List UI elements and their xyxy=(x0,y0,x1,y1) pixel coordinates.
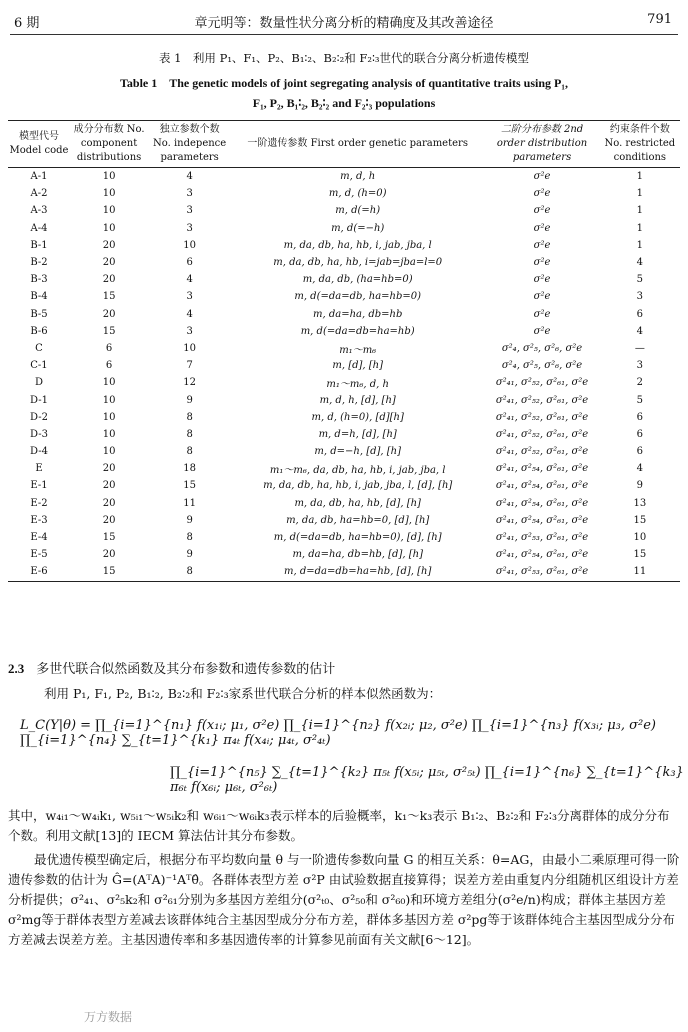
second-order-params-cell: σ²₄₁, σ²₅₄, σ²₆₁, σ²e xyxy=(495,463,589,475)
first-order-params-cell: m, d=da=db=ha=hb, [d], [h] xyxy=(231,563,484,581)
model-code-cell: E-3 xyxy=(30,514,48,526)
table-caption-en-2: F₁, P₂, B₁∶₂, B₂∶₂ and F₂∶₃ populations xyxy=(252,96,436,110)
first-order-params-cell: m₁～m₆, d, h xyxy=(326,379,389,391)
table-row xyxy=(8,443,680,460)
component-count-cell: 20 xyxy=(102,308,116,320)
table-row xyxy=(8,220,680,237)
second-order-params-cell: σ²₄₁, σ²₅₂, σ²₆₁, σ²e xyxy=(495,411,589,423)
first-order-params-cell: m, da, db, (ha=hb=0) xyxy=(302,274,413,286)
component-count-cell: 20 xyxy=(102,480,116,492)
first-order-params-cell: m, da, db, ha, hb, i=jab=jba=l=0 xyxy=(273,257,443,269)
restricted-conditions-cell: 3 xyxy=(636,360,644,372)
paragraph-posterior: 其中，w₄ᵢ₁～w₄ᵢk₁, w₅ᵢ₁～w₅ᵢk₂和 w₆ᵢ₁～w₆ᵢk₃表示样本的后验概率，k₁～k₃表示 B₁∶₂、B₂∶₂和 F₂∶₃分离群体的成分分布个数。利用文献[13]的 IECM 算法估计其分布参数。 xyxy=(8,808,670,843)
table-row xyxy=(8,546,680,563)
table-row xyxy=(8,185,680,202)
table-row xyxy=(8,563,680,581)
component-count-cell: 20 xyxy=(102,274,116,286)
first-order-params-cell: m, da, db, ha=hb=0, [d], [h] xyxy=(286,514,430,526)
restricted-conditions-cell: 1 xyxy=(636,222,644,234)
restricted-conditions-cell: 1 xyxy=(636,239,644,251)
restricted-conditions-cell: 11 xyxy=(600,563,680,581)
second-order-params-cell: σ²e xyxy=(533,222,551,234)
table-row xyxy=(8,529,680,546)
likelihood-formula-line-1: L_C(Y|θ) = ∏_{i=1}^{n₁} f(x₁ᵢ; μ₁, σ²e) ∏_{i=1}^{n₂} f(x₂ᵢ; μ₂, σ²e) ∏_{i=1}^{n₃} f(x₃ᵢ; μ₃, σ²e) ∏_{i=1}^{n₄} ∑_{t=1}^{k₁} π₄ₜ f(x₄ᵢ; μ₄ₜ, σ²₄ₜ) xyxy=(20,718,657,748)
component-count-cell: 10 xyxy=(102,377,116,389)
param-count-cell: 11 xyxy=(183,497,196,509)
model-code-cell: A-2 xyxy=(30,188,48,200)
paragraph-estimation: 最优遗传模型确定后，根据分布平均数向量 θ 与一阶遗传参数向量 G 的相互关系：θ=AG，由最小二乘原理可得一阶遗传参数的估计为 Ĝ=(AᵀA)⁻¹Aᵀθ̂。各群体表型方差 σ²P 由试验数据直接算得；误差方差由重复内分组随机区组设计方差分析提供；σ²₄₁、σ²₅k₂和 σ²₆₁分别为多基因方差组分(σ²ₜ₀、σ²₅₀和 σ²₆₀)和环境方差组分(σ²e/n)构成；群体主基因方差 σ²mg等于群体表型方差减去该群体纯合主基因型成分分布方差，群体多基因方差 σ²pg等于该群体纯合主基因型成分分布方差减去误差方差。主基因遗传率和多基因遗传率的计算参见前面有关文献[6～12]。 xyxy=(8,852,680,947)
first-order-params-cell: m, d(=da=db, ha=hb=0) xyxy=(294,291,422,303)
param-count-cell: 3 xyxy=(186,222,193,234)
table-caption-cn: 表 1 利用 P₁、F₁、P₂、B₁∶₂、B₂∶₂和 F₂∶₃世代的联合分离分析遗传模型 xyxy=(158,51,530,65)
section-number: 2.3 xyxy=(8,661,25,676)
second-order-params-cell: σ²e xyxy=(533,205,551,217)
section-heading xyxy=(8,658,335,677)
restricted-conditions-cell: 6 xyxy=(636,446,644,458)
first-order-params-cell: m, d(=da=db=ha=hb) xyxy=(300,325,415,337)
page-header xyxy=(0,0,688,40)
restricted-conditions-cell: 5 xyxy=(636,274,644,286)
model-code-cell: B-2 xyxy=(30,257,48,269)
restricted-conditions-cell: 1 xyxy=(636,171,644,183)
page-number: 791 xyxy=(647,12,672,27)
model-code-cell: E-2 xyxy=(30,497,48,509)
likelihood-formula-line-2: ∏_{i=1}^{n₅} ∑_{t=1}^{k₂} π₅ₜ f(x₅ᵢ; μ₅ₜ, σ²₅ₜ) ∏_{i=1}^{n₆} ∑_{t=1}^{k₃} π₆ₜ f(x₆ᵢ; μ₆ₜ, σ²₆ₜ) xyxy=(170,765,684,795)
component-count-cell: 15 xyxy=(102,325,116,337)
second-order-params-cell: σ²₄₁, σ²₅₃, σ²₆₁, σ²e xyxy=(495,532,589,544)
model-code-cell: C-1 xyxy=(30,360,48,372)
param-count-cell: 3 xyxy=(186,205,193,217)
table-row xyxy=(8,495,680,512)
col-header-parameters: 独立参数个数 No. indepence parameters xyxy=(148,121,231,168)
col-header-first-order: 一阶遗传参数 First order genetic parameters xyxy=(231,121,484,168)
col-header-distributions: 成分分布数 No. component distributions xyxy=(70,121,148,168)
col-header-conditions: 约束条件个数 No. restricted conditions xyxy=(600,121,680,168)
first-order-params-cell: m₁～m₆ xyxy=(339,344,377,356)
model-code-cell: E-1 xyxy=(30,480,48,492)
param-count-cell: 3 xyxy=(186,291,193,303)
model-code-cell: E-5 xyxy=(30,549,48,561)
param-count-cell: 15 xyxy=(183,480,196,492)
second-order-params-cell: σ²₄₁, σ²₅₄, σ²₆₁, σ²e xyxy=(495,497,589,509)
param-count-cell: 18 xyxy=(183,463,196,475)
param-count-cell: 9 xyxy=(186,514,193,526)
param-count-cell: 9 xyxy=(186,549,193,561)
model-code-cell: C xyxy=(35,342,43,354)
first-order-params-cell: m, d, (h=0) xyxy=(328,188,387,200)
component-count-cell: 10 xyxy=(102,394,116,406)
table-row xyxy=(8,374,680,391)
table-row xyxy=(8,306,680,323)
model-code-cell: D-2 xyxy=(30,411,48,423)
second-order-params-cell: σ²e xyxy=(533,257,551,269)
second-order-params-cell: σ²e xyxy=(533,239,551,251)
second-order-params-cell: σ²₄₁, σ²₅₂, σ²₆₁, σ²e xyxy=(495,428,589,440)
second-order-params-cell: σ²₄₁, σ²₅₂, σ²₆₁, σ²e xyxy=(495,446,589,458)
paragraph-likelihood-intro: 利用 P₁, F₁, P₂, B₁∶₂, B₂∶₂和 F₂∶₃家系世代联合分析的样本似然函数为： xyxy=(44,686,442,701)
model-code-cell: E xyxy=(35,463,43,475)
table-row xyxy=(8,460,680,477)
model-code-cell: B-1 xyxy=(30,239,48,251)
first-order-params-cell: m₁～m₆, da, db, ha, hb, i, jab, jba, l xyxy=(269,465,446,477)
param-count-cell: 9 xyxy=(186,394,193,406)
component-count-cell: 20 xyxy=(102,257,116,269)
component-count-cell: 10 xyxy=(102,428,116,440)
restricted-conditions-cell: 4 xyxy=(636,325,644,337)
first-order-params-cell: m, da=ha, db=hb, [d], [h] xyxy=(292,549,423,561)
param-count-cell: 8 xyxy=(186,428,193,440)
second-order-params-cell: σ²₄₁, σ²₅₄, σ²₆₁, σ²e xyxy=(495,480,589,492)
restricted-conditions-cell: 1 xyxy=(636,205,644,217)
param-count-cell: 7 xyxy=(186,360,193,372)
restricted-conditions-cell: — xyxy=(634,342,645,354)
restricted-conditions-cell: 2 xyxy=(636,377,644,389)
first-order-params-cell: m, d, h xyxy=(340,171,376,183)
param-count-cell: 8 xyxy=(186,446,193,458)
table-row xyxy=(8,271,680,288)
table-caption-en-1: Table 1 The genetic models of joint segregating analysis of quantitative traits using P₁, xyxy=(120,76,568,90)
model-code-cell: A-4 xyxy=(30,222,48,234)
component-count-cell: 10 xyxy=(102,171,116,183)
second-order-params-cell: σ²e xyxy=(533,171,551,183)
second-order-params-cell: σ²₄₁, σ²₅₄, σ²₆₁, σ²e xyxy=(495,549,589,561)
model-code-cell: B-3 xyxy=(30,274,48,286)
first-order-params-cell: m, d=h, [d], [h] xyxy=(318,428,397,440)
param-count-cell: 6 xyxy=(186,257,193,269)
table-row xyxy=(8,357,680,374)
first-order-params-cell: m, da, db, ha, hb, i, jab, jba, l xyxy=(283,239,432,251)
model-code-cell: B-6 xyxy=(30,325,48,337)
model-code-cell: A-3 xyxy=(30,205,48,217)
table-row xyxy=(8,426,680,443)
component-count-cell: 6 xyxy=(105,342,113,354)
restricted-conditions-cell: 5 xyxy=(636,394,644,406)
table-row xyxy=(8,288,680,305)
genetic-models-table xyxy=(8,120,680,582)
second-order-params-cell: σ²₄, σ²₅, σ²₆, σ²e xyxy=(501,360,583,372)
table-header-row xyxy=(8,121,680,168)
component-count-cell: 10 xyxy=(102,188,116,200)
table-row xyxy=(8,477,680,494)
first-order-params-cell: m, da=ha, db=hb xyxy=(313,308,403,320)
table-row xyxy=(8,168,680,186)
model-code-cell: D-1 xyxy=(30,394,48,406)
second-order-params-cell: σ²₄, σ²₅, σ²₆, σ²e xyxy=(501,342,583,354)
first-order-params-cell: m, da, db, ha, hb, [d], [h] xyxy=(294,497,421,509)
col-header-model: 模型代号 Model code xyxy=(8,121,70,168)
component-count-cell: 20 xyxy=(102,497,116,509)
second-order-params-cell: σ²e xyxy=(533,308,551,320)
model-code-cell: D-4 xyxy=(30,446,48,458)
component-count-cell: 15 xyxy=(102,291,116,303)
table-row xyxy=(8,512,680,529)
table-row xyxy=(8,202,680,219)
header-rule xyxy=(10,34,678,35)
second-order-params-cell: σ²e xyxy=(533,188,551,200)
component-count-cell: 20 xyxy=(102,463,116,475)
restricted-conditions-cell: 6 xyxy=(636,428,644,440)
issue-label: 6 期 xyxy=(14,16,40,31)
restricted-conditions-cell: 13 xyxy=(633,497,647,509)
param-count-cell: 4 xyxy=(186,308,193,320)
first-order-params-cell: m, d=−h, [d], [h] xyxy=(314,446,401,458)
component-count-cell: 15 xyxy=(70,563,148,581)
param-count-cell: 4 xyxy=(186,171,193,183)
model-code-cell: B-5 xyxy=(30,308,48,320)
model-code-cell: E-6 xyxy=(8,563,70,581)
second-order-params-cell: σ²e xyxy=(533,274,551,286)
param-count-cell: 8 xyxy=(148,563,231,581)
table-row xyxy=(8,391,680,408)
restricted-conditions-cell: 4 xyxy=(636,257,644,269)
component-count-cell: 20 xyxy=(102,514,116,526)
second-order-params-cell: σ²₄₁, σ²₅₂, σ²₆₁, σ²e xyxy=(495,394,589,406)
table-row xyxy=(8,340,680,357)
table-row xyxy=(8,237,680,254)
second-order-params-cell: σ²₄₁, σ²₅₄, σ²₆₁, σ²e xyxy=(495,514,589,526)
first-order-params-cell: m, d(=h) xyxy=(335,205,381,217)
component-count-cell: 20 xyxy=(102,549,116,561)
table-row xyxy=(8,409,680,426)
section-title: 多世代联合似然函数及其分布参数和遗传参数的估计 xyxy=(36,662,336,677)
component-count-cell: 6 xyxy=(105,360,113,372)
param-count-cell: 3 xyxy=(186,188,193,200)
param-count-cell: 3 xyxy=(186,325,193,337)
component-count-cell: 15 xyxy=(102,532,116,544)
first-order-params-cell: m, [d], [h] xyxy=(332,360,384,372)
watermark: 万方数据 xyxy=(84,1010,133,1024)
param-count-cell: 10 xyxy=(183,239,196,251)
param-count-cell: 8 xyxy=(186,411,193,423)
restricted-conditions-cell: 1 xyxy=(636,188,644,200)
param-count-cell: 8 xyxy=(186,532,193,544)
first-order-params-cell: m, d, (h=0), [d][h] xyxy=(311,411,404,423)
restricted-conditions-cell: 6 xyxy=(636,411,644,423)
second-order-params-cell: σ²e xyxy=(533,325,551,337)
model-code-cell: D-3 xyxy=(30,428,48,440)
second-order-params-cell: σ²e xyxy=(533,291,551,303)
model-code-cell: B-4 xyxy=(30,291,48,303)
table-row xyxy=(8,323,680,340)
second-order-params-cell: σ²₄₁, σ²₅₂, σ²₆₁, σ²e xyxy=(495,377,589,389)
col-header-second-order: 二阶分布参数 2nd order distribution parameters xyxy=(484,121,599,168)
component-count-cell: 20 xyxy=(102,239,116,251)
param-count-cell: 12 xyxy=(183,377,196,389)
restricted-conditions-cell: 6 xyxy=(636,308,644,320)
param-count-cell: 10 xyxy=(183,342,196,354)
table-row xyxy=(8,254,680,271)
first-order-params-cell: m, da, db, ha, hb, i, jab, jba, l, [d], [h] xyxy=(263,480,453,492)
first-order-params-cell: m, d, h, [d], [h] xyxy=(319,394,396,406)
restricted-conditions-cell: 15 xyxy=(633,514,647,526)
restricted-conditions-cell: 3 xyxy=(636,291,644,303)
restricted-conditions-cell: 9 xyxy=(636,480,644,492)
param-count-cell: 4 xyxy=(186,274,193,286)
running-title: 章元明等：数量性状分离分析的精确度及其改善途径 xyxy=(194,16,494,31)
model-code-cell: E-4 xyxy=(30,532,48,544)
model-code-cell: D xyxy=(34,377,43,389)
restricted-conditions-cell: 10 xyxy=(633,532,647,544)
component-count-cell: 10 xyxy=(102,222,116,234)
component-count-cell: 10 xyxy=(102,446,116,458)
first-order-params-cell: m, d(=−h) xyxy=(331,222,385,234)
component-count-cell: 10 xyxy=(102,205,116,217)
model-code-cell: A-1 xyxy=(30,171,48,183)
restricted-conditions-cell: 4 xyxy=(636,463,644,475)
first-order-params-cell: m, d(=da=db, ha=hb=0), [d], [h] xyxy=(273,532,442,544)
second-order-params-cell: σ²₄₁, σ²₅₃, σ²₆₁, σ²e xyxy=(484,563,599,581)
restricted-conditions-cell: 15 xyxy=(633,549,647,561)
component-count-cell: 10 xyxy=(102,411,116,423)
